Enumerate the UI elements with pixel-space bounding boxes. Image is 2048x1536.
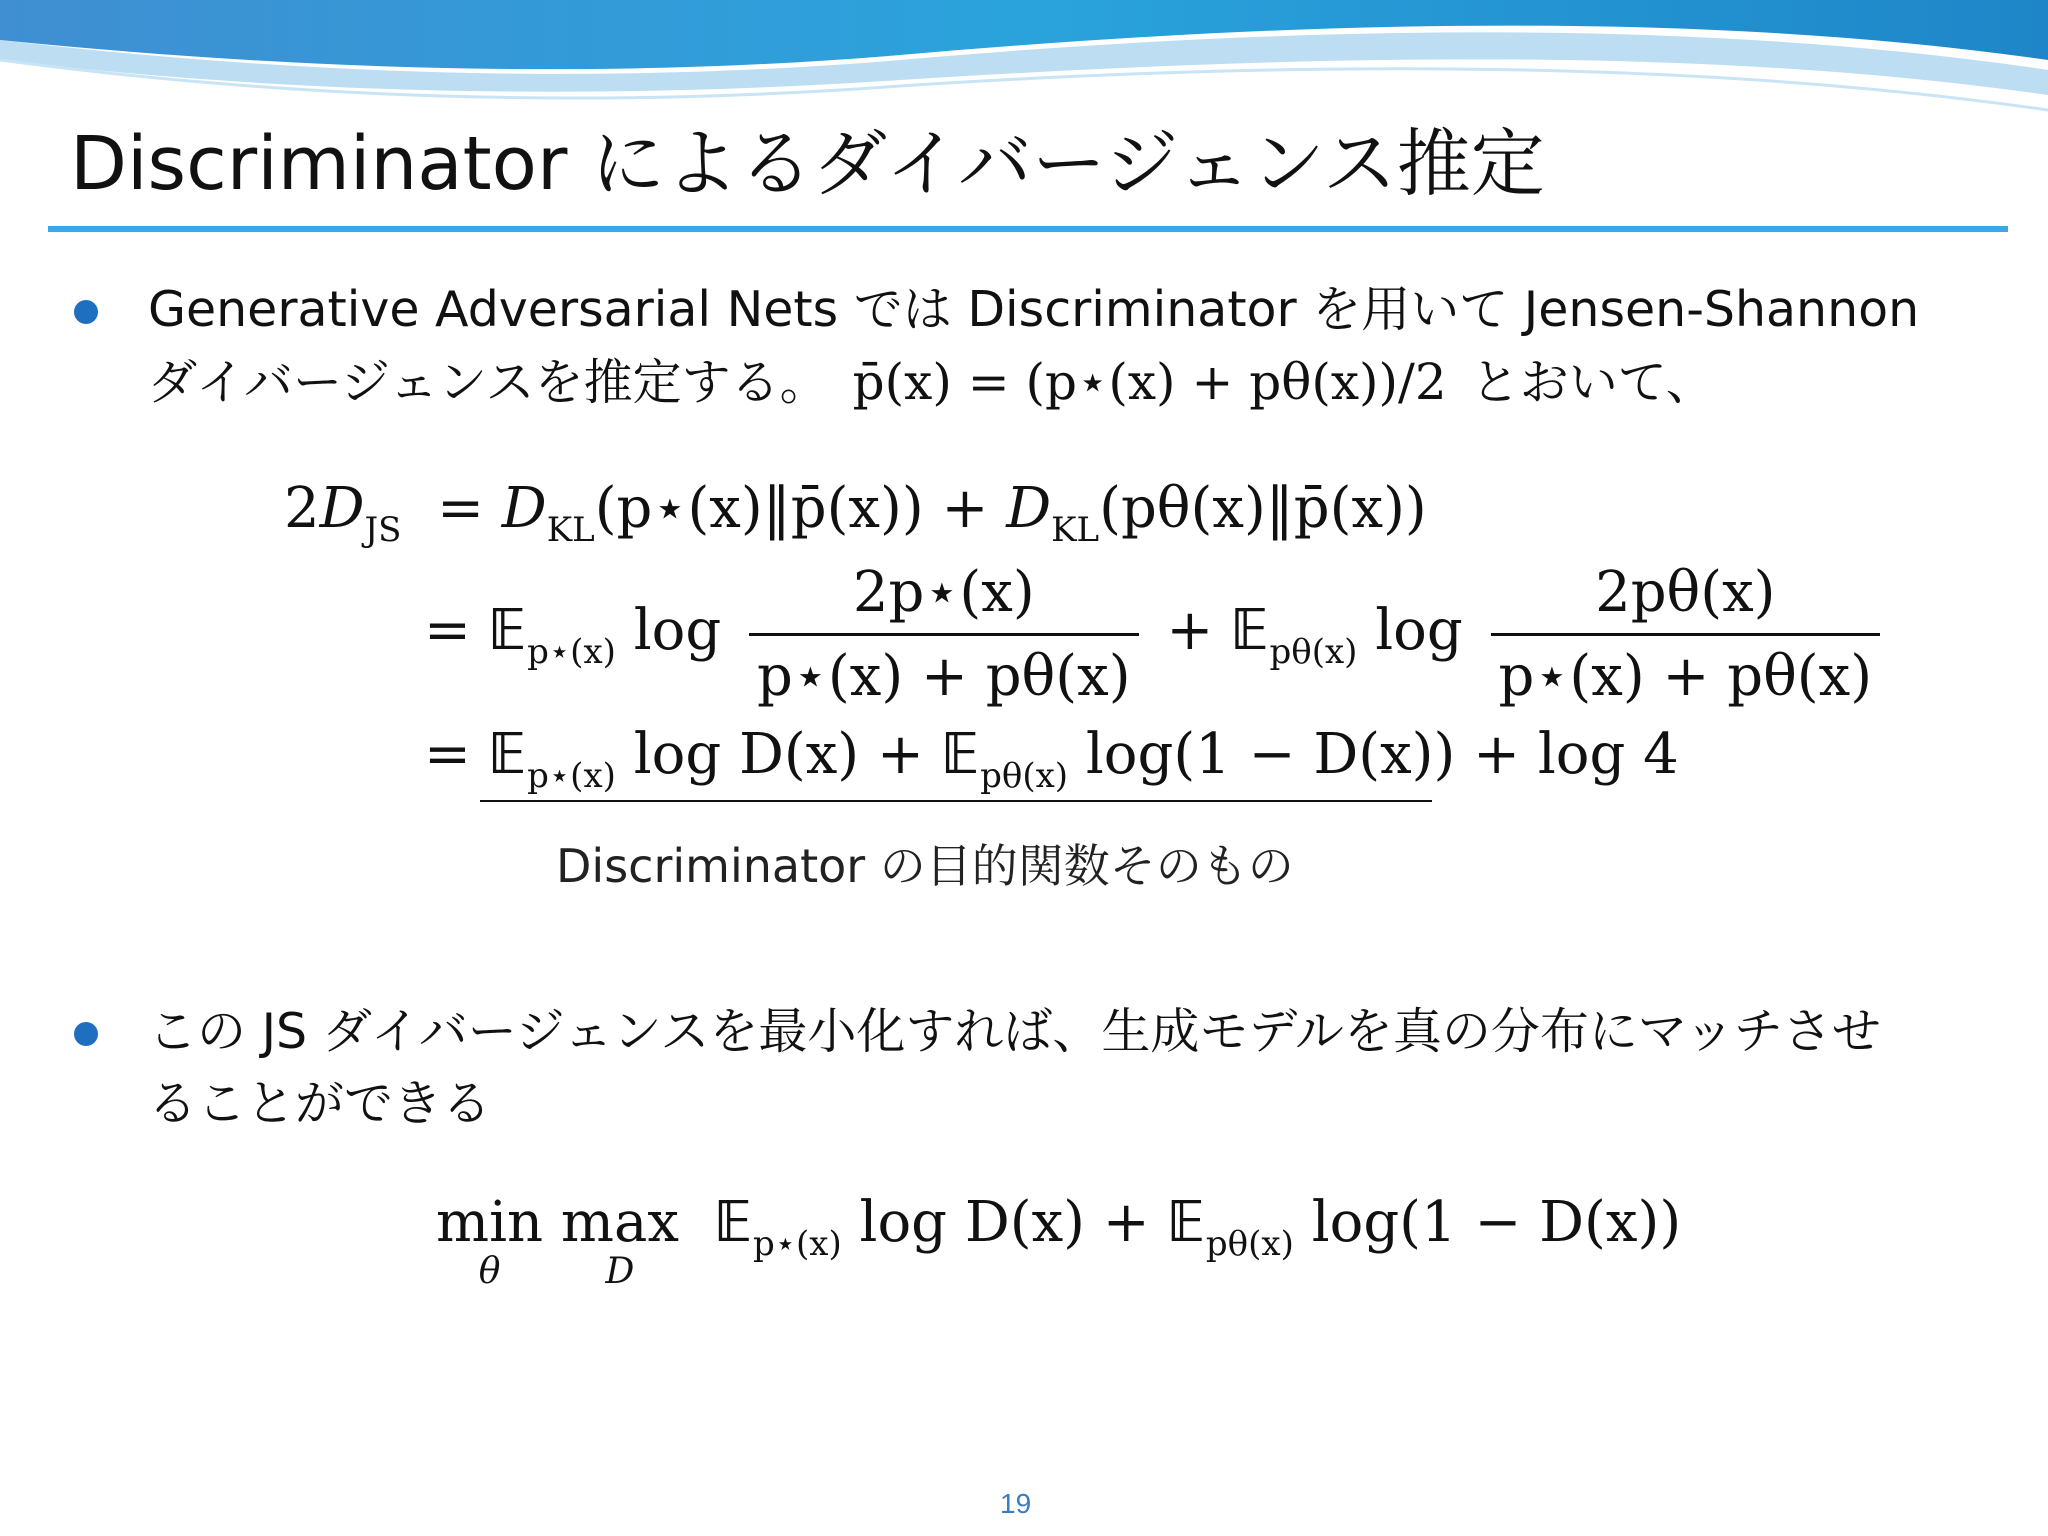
bullet-dot-1 <box>74 300 98 324</box>
fraction-2: $\frac{2p\theta(x)}{p⋆(x) + p\theta(x)}$ <box>1491 560 1881 709</box>
bullet-1-text: ダイバージェンスを推定する。 <box>148 354 829 411</box>
slide-title: Discriminator によるダイバージェンス推定 <box>70 121 1545 207</box>
max-operator: max D <box>560 1190 679 1292</box>
page-number: 19 <box>1000 1488 1032 1519</box>
discriminator-objective-caption: Discriminator の目的関数そのもの <box>556 839 1294 893</box>
bullet-1-line-2 <box>148 346 1715 419</box>
underline-brace <box>480 800 1432 802</box>
p-bar-definition: p̄(x) = (p⋆(x) + pθ(x))/2 <box>852 353 1447 411</box>
expectation-symbol-3b: 𝔼 <box>941 722 981 787</box>
equation-line-1: $2D_{JS}$ = $D_{KL}(p⋆(x)‖p̄(x))$ + $D_{KL}(p\theta(x)‖p̄(x))$ <box>284 476 1427 550</box>
bullet-1-tail: とおいて、 <box>1470 354 1715 411</box>
equation-line-3: = 𝔼$_{p⋆(x)}$ log D(x) + 𝔼$_{p\theta(x)}$ log(1 − D(x)) + log 4 <box>424 722 1679 796</box>
bullet-dot-2 <box>74 1022 98 1046</box>
min-operator: min θ <box>436 1190 544 1292</box>
title-underline <box>48 226 2008 232</box>
bullet-2-line-1: この JS ダイバージェンスを最小化すれば、生成モデルを真の分布にマッチさせ <box>148 1003 1881 1060</box>
expectation-symbol-minmax-2: 𝔼 <box>1167 1190 1206 1255</box>
equation-line-2: = 𝔼$_{p⋆(x)}$ log $\frac{2p⋆(x)}{p⋆(x) + p\theta(x)}$ + 𝔼$_{p\theta(x)}$ log $\frac{2p\theta(x)}{p⋆(x) + p\theta(x)}$ <box>424 560 1890 709</box>
minmax-objective: min θ max D 𝔼$_{p⋆(x)}$ log D(x) + 𝔼$_{p\theta(x)}$ log(1 − D(x)) <box>436 1190 1682 1292</box>
header-wave-decoration <box>0 0 2048 140</box>
bullet-2-line-2: ることができる <box>148 1075 492 1132</box>
kl-subscript-2: KL <box>1051 510 1100 550</box>
fraction-1: $\frac{2p⋆(x)}{p⋆(x) + p\theta(x)}$ <box>749 560 1139 709</box>
bullet-1-line-1: Generative Adversarial Nets では Discriminator を用いて Jensen-Shannon <box>148 281 1920 338</box>
log-2: log <box>1375 598 1463 663</box>
expectation-symbol-2: 𝔼 <box>1231 598 1270 663</box>
